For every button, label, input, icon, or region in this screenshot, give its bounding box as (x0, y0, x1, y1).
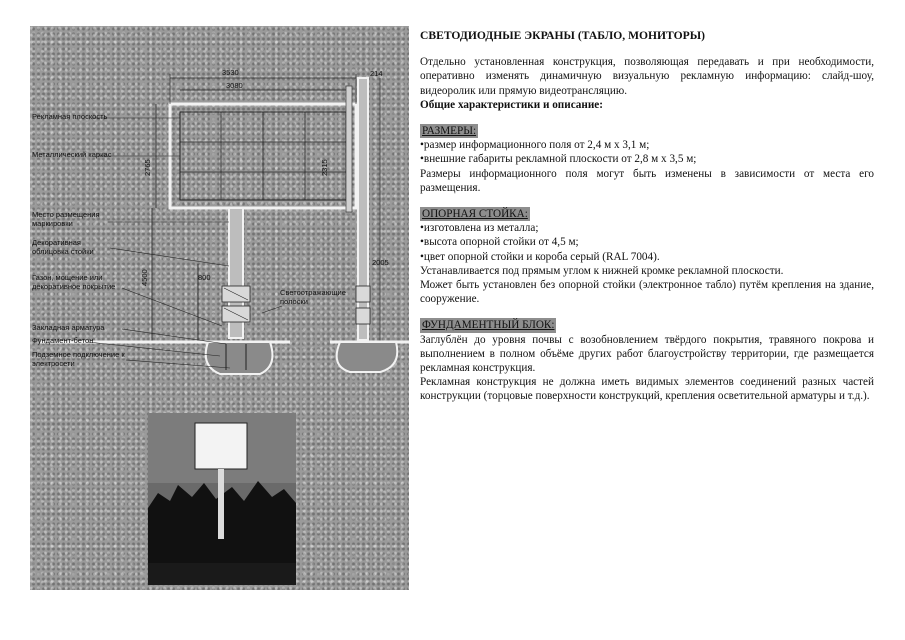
section-heading-sizes: РАЗМЕРЫ: (422, 125, 477, 138)
label-ad-plane: Рекламная плоскость (32, 112, 108, 121)
dim-right-low: 2005 (372, 258, 389, 267)
technical-drawing (30, 26, 409, 590)
section-heading-foundation: ФУНДАМЕНТНЫЙ БЛОК: (422, 319, 555, 332)
label-marking-place: Место размещения маркировки (32, 210, 100, 228)
label-lawn: Газон, мощение или декоративное покрытие (32, 273, 116, 291)
label-underground: Подземное подключение к электросети (32, 350, 125, 368)
dim-width-inner: 3080 (226, 81, 243, 90)
intro-paragraph: Отдельно установленная конструкция, позволяющая передавать и при необходимости, оперативно изменять динамичную визуальную рекламную информацию: слайд-шоу, видеоролик или прямую видеотрансляцию. (420, 56, 874, 97)
label-foundation: Фундамент-бетон (32, 336, 94, 345)
label-reflective: Светоотражающие полоски (280, 288, 346, 306)
dim-side: 214 (370, 69, 383, 78)
photo-illustration (148, 413, 296, 585)
dim-post-height: 4500 (140, 269, 149, 286)
dim-width-total: 3530 (222, 68, 239, 77)
dim-height-right: 2315 (320, 159, 329, 176)
post-paragraph-2: Может быть установлен без опорной стойки (электронное табло) путём крепления на здание, сооружение. (420, 279, 874, 306)
post-bullet-3: •цвет опорной стойки и короба серый (RAL 7004). (420, 250, 660, 263)
description-column (420, 29, 874, 404)
sizes-paragraph: Размеры информационного поля могут быть изменены в зависимости от места его размещения. (420, 167, 874, 194)
billboard-photo (148, 413, 296, 585)
section-heading-post: ОПОРНАЯ СТОЙКА: (422, 208, 528, 221)
page-title: СВЕТОДИОДНЫЕ ЭКРАНЫ (ТАБЛО, МОНИТОРЫ) (420, 29, 705, 42)
post-bullet-1: •изготовлена из металла; (420, 222, 539, 235)
sizes-bullet-1: •размер информационного поля от 2,4 м х 3,1 м; (420, 139, 650, 152)
general-heading: Общие характеристики и описание: (420, 98, 603, 111)
foundation-paragraph-2: Рекламная конструкция не должна иметь видимых элементов соединений разных частей конструкции (торцовые поверхности конструкций, крепления осветительной арматуры и т.д.). (420, 376, 874, 403)
label-anchor: Закладная арматура (32, 323, 105, 332)
label-metal-frame: Металлический каркас (32, 150, 112, 159)
sizes-bullet-2: •внешние габариты рекламной плоскости от 2,8 м х 3,5 м; (420, 153, 697, 166)
post-paragraph-1: Устанавливается под прямым углом к нижней кромке рекламной плоскости. (420, 264, 784, 277)
label-decor-cladding: Декоративная облицовка стойки (32, 238, 94, 256)
post-bullet-2: •высота опорной стойки от 4,5 м; (420, 236, 579, 249)
foundation-block (206, 342, 273, 374)
foundation-paragraph-1: Заглублён до уровня почвы с возобновлением твёрдого покрытия, травяного покрова и выполнением в полном объёме других работ благоустройству территории, где размещается рекламная конструкция. (420, 333, 874, 375)
dim-low: 800 (198, 273, 211, 282)
dim-height-left: 2765 (143, 159, 152, 176)
